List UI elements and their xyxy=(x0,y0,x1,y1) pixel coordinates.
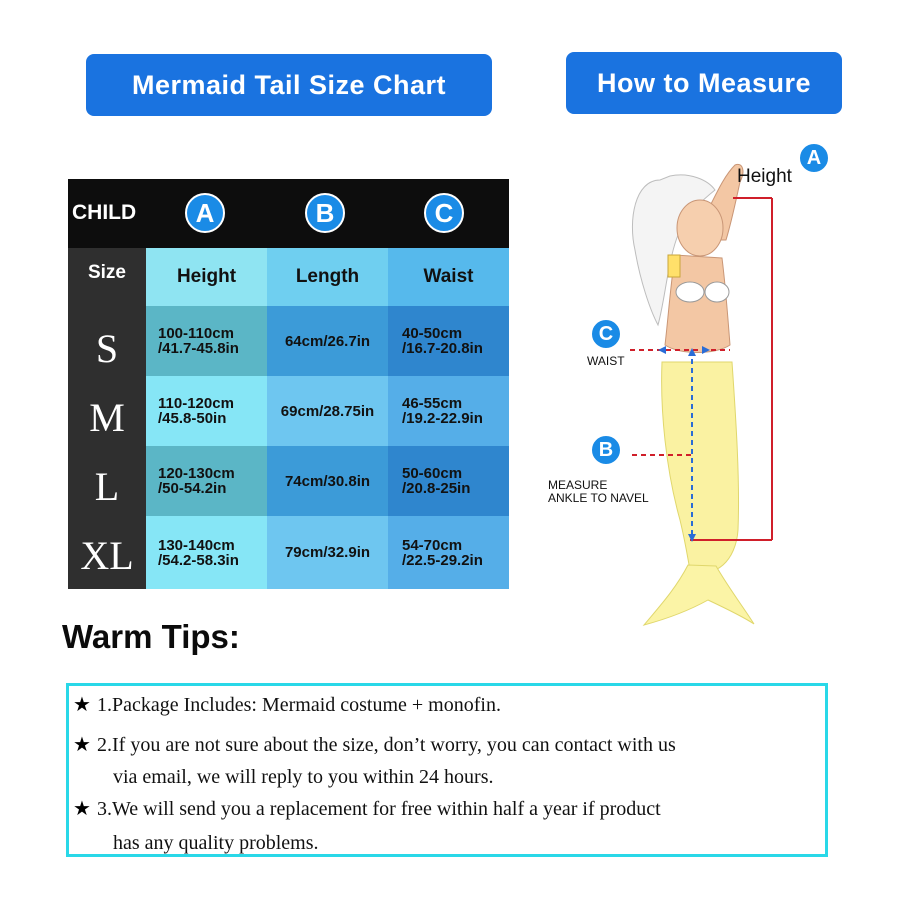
waist-value-line2: /20.8-25in xyxy=(402,480,471,497)
height-value-line2: /45.8-50in xyxy=(158,410,227,427)
table-cell-waist xyxy=(388,446,509,516)
marker-a-badge: A xyxy=(185,193,225,233)
child-label: CHILD xyxy=(72,201,137,224)
drink-cup-illustration xyxy=(668,255,680,277)
mermaid-fin-illustration xyxy=(644,565,754,625)
waist-value-line1: 54-70cm xyxy=(402,536,463,554)
star-icon: ★ xyxy=(73,734,91,756)
marker-c-badge: C xyxy=(590,318,622,350)
height-value-line1: 100-110cm xyxy=(158,325,234,342)
size-label-l: L xyxy=(94,464,120,509)
column-header-length: Length xyxy=(267,248,388,306)
table-cell-length: 79cm/32.9in xyxy=(267,516,388,589)
size-label-xl: XL xyxy=(80,533,134,578)
waist-value-line1: 40-50cm xyxy=(402,325,463,342)
size-chart-title: Mermaid Tail Size Chart xyxy=(86,54,492,116)
table-cell-height xyxy=(146,376,267,446)
waist-label: WAIST xyxy=(587,354,625,368)
size-column-header: Size xyxy=(87,262,127,283)
waist-value-line2: /19.2-22.9in xyxy=(402,410,483,427)
waist-value-line2: /16.7-20.8in xyxy=(402,340,483,357)
mermaid-measure-diagram xyxy=(540,140,860,630)
table-cell-waist xyxy=(388,376,509,446)
size-column xyxy=(68,248,146,589)
table-cell-height xyxy=(146,516,267,589)
tip-3-line1: 3.We will send you a replacement for free within half a year if product xyxy=(97,798,661,820)
tip-2-line2: via email, we will reply to you within 24 hours. xyxy=(113,766,494,788)
tip-3-line2: has any quality problems. xyxy=(113,832,319,854)
mermaid-bikini-illustration xyxy=(676,282,704,302)
height-value-line2: /50-54.2in xyxy=(158,480,227,497)
waist-value-line1: 46-55cm xyxy=(402,395,463,412)
table-cell-length: 69cm/28.75in xyxy=(267,376,388,446)
table-cell-height xyxy=(146,446,267,516)
table-cell-waist xyxy=(388,306,509,376)
size-chart-table xyxy=(68,179,509,589)
marker-b-badge: B xyxy=(305,193,345,233)
star-icon: ★ xyxy=(73,798,91,820)
size-label-m: M xyxy=(89,395,125,440)
warm-tips-title: Warm Tips: xyxy=(62,618,240,655)
measure-label-line2: ANKLE TO NAVEL xyxy=(548,491,649,505)
height-value-line2: /41.7-45.8in xyxy=(158,340,239,357)
table-cell-waist xyxy=(388,516,509,589)
marker-b-badge: B xyxy=(590,434,622,466)
how-to-measure-title: How to Measure xyxy=(566,52,842,114)
measure-label-line1: MEASURE xyxy=(548,478,608,492)
column-header-waist: Waist xyxy=(388,248,509,306)
height-value-line1: 110-120cm xyxy=(158,395,234,412)
height-value-line2: /54.2-58.3in xyxy=(158,551,239,569)
table-cell-length: 64cm/26.7in xyxy=(267,306,388,376)
table-header-row xyxy=(68,179,509,248)
table-cell-length: 74cm/30.8in xyxy=(267,446,388,516)
warm-tips-box xyxy=(66,683,828,857)
marker-c-badge: C xyxy=(424,193,464,233)
height-label: Height xyxy=(737,166,792,187)
tip-2-line1: 2.If you are not sure about the size, don’t worry, you can contact with us xyxy=(97,734,676,756)
mermaid-tail-illustration xyxy=(662,362,739,573)
measure-label xyxy=(548,479,649,505)
height-value-line1: 130-140cm xyxy=(158,536,235,554)
waist-value-line1: 50-60cm xyxy=(402,465,463,482)
mermaid-head-illustration xyxy=(677,200,723,256)
height-value-line1: 120-130cm xyxy=(158,465,235,482)
tip-1-line1: 1.Package Includes: Mermaid costume + monofin. xyxy=(97,694,501,716)
table-cell-height xyxy=(146,306,267,376)
star-icon: ★ xyxy=(73,694,91,716)
size-label-s: S xyxy=(95,326,119,371)
column-header-height: Height xyxy=(146,248,267,306)
marker-a-badge: A xyxy=(798,142,830,174)
waist-value-line2: /22.5-29.2in xyxy=(402,551,483,569)
